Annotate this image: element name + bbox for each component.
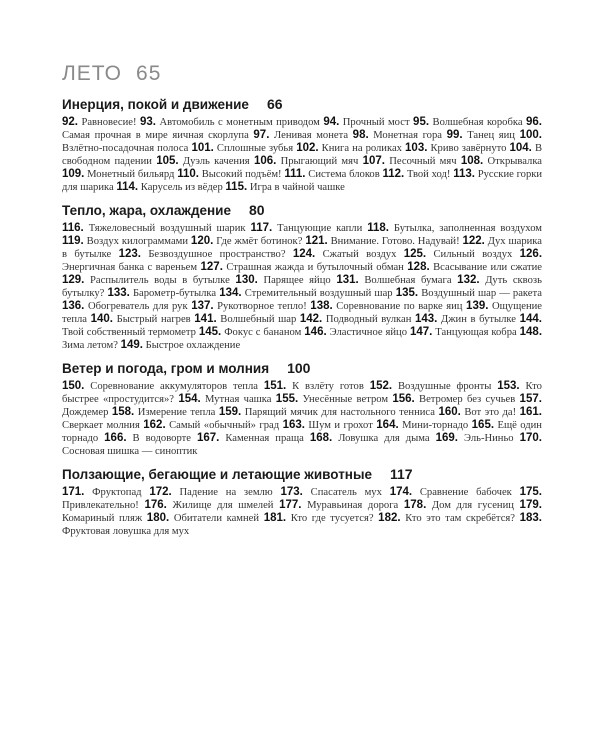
entry-title: Ловушка для дыма <box>338 433 430 444</box>
toc-entry[interactable] <box>62 275 230 286</box>
section-title: Ветер и погода, гром и молния <box>62 361 270 376</box>
entry-title: Комариный пляж <box>62 513 143 524</box>
toc-entry[interactable] <box>436 433 514 444</box>
entry-title: Тяжеловесный воздушный шарик <box>88 223 246 234</box>
entry-number: 183. <box>519 512 542 524</box>
entry-title: Самый «обычный» град <box>169 420 280 431</box>
entry-title: Всасывание или сжатие <box>433 262 543 273</box>
entry-title: Быстрый нагрев <box>116 314 191 325</box>
entry-title: Обогреватель для рук <box>87 301 188 312</box>
entry-number: 138. <box>310 300 333 312</box>
entry-number: 124. <box>292 248 316 260</box>
entry-title: Джин в бутылке <box>441 314 516 325</box>
entry-title: Монетный бильярд <box>87 169 175 180</box>
entry-title: Воздушные фронты <box>397 381 492 392</box>
toc-entry[interactable] <box>404 500 514 511</box>
entry-number: 99. <box>446 129 463 141</box>
toc-entry[interactable] <box>225 182 344 193</box>
toc-entry[interactable] <box>438 407 516 418</box>
entry-title: Спасатель мух <box>310 487 382 498</box>
entry-number: 182. <box>378 512 401 524</box>
entry-title: Русские горки для шарика <box>62 169 543 193</box>
entry-number: 143. <box>415 313 438 325</box>
section-title: Инерция, покой и движение <box>62 97 249 112</box>
entry-number: 156. <box>392 393 415 405</box>
entry-number: 114. <box>116 181 139 193</box>
entry-number: 179. <box>519 499 542 511</box>
entry-number: 152. <box>369 380 393 392</box>
entry-title: Каменная праща <box>225 433 304 444</box>
entry-title: Сильный воздух <box>433 249 513 260</box>
entry-title: Высокий подъём! <box>201 169 282 180</box>
entry-number: 129. <box>62 274 85 286</box>
entry-title: Падение на землю <box>179 487 273 498</box>
toc-entry[interactable] <box>390 487 512 498</box>
toc-entry[interactable] <box>104 433 191 444</box>
toc-entry[interactable] <box>191 301 307 312</box>
entry-title: Фруктовая ловушка для мух <box>62 526 190 537</box>
toc-entry[interactable] <box>140 117 320 128</box>
entry-title: В водоворте <box>132 433 191 444</box>
entry-title: Сплошные зубья <box>216 143 294 154</box>
entry-title: Открывалка <box>487 156 543 167</box>
entry-number: 155. <box>275 393 299 405</box>
entry-number: 128. <box>407 261 430 273</box>
entry-number: 122. <box>462 235 485 247</box>
entry-title: Кто это там скребётся? <box>405 513 515 524</box>
toc-entry[interactable] <box>177 169 281 180</box>
toc-entry[interactable] <box>149 487 272 498</box>
entry-title: Равновесие! <box>81 117 137 128</box>
entry-title: Система блоков <box>308 169 380 180</box>
entry-title: Шум и грохот <box>308 420 373 431</box>
entry-list <box>62 380 542 458</box>
entry-number: 118. <box>367 222 389 234</box>
entry-number: 142. <box>299 313 323 325</box>
toc-entry[interactable] <box>62 236 188 247</box>
entry-title: Дождемер <box>62 407 109 418</box>
entry-number: 165. <box>471 419 495 431</box>
entry-title: Быстрое охлаждение <box>145 340 241 351</box>
entry-title: Вот это да! <box>464 407 517 418</box>
entry-number: 101. <box>191 142 214 154</box>
toc-entry[interactable] <box>336 275 451 286</box>
entry-title: Унесённые ветром <box>302 394 389 405</box>
entry-title: Твой ход! <box>407 169 451 180</box>
entry-number: 162. <box>143 419 166 431</box>
entry-number: 174. <box>389 486 413 498</box>
entry-number: 178. <box>403 499 427 511</box>
entry-title: Танец яиц <box>467 130 515 141</box>
entry-title: Автомобиль с монетным приводом <box>159 117 320 128</box>
entry-title: Сосновая шишка — синоптик <box>62 446 198 457</box>
entry-title: Дом для гусениц <box>431 500 514 511</box>
toc-entry[interactable] <box>147 513 259 524</box>
entry-title: Муравьиная дорога <box>307 500 399 511</box>
toc-entry[interactable] <box>156 156 249 167</box>
toc-entry[interactable] <box>378 513 515 524</box>
toc-entry[interactable] <box>143 420 279 431</box>
toc-section <box>62 96 542 194</box>
toc-entry[interactable] <box>107 288 216 299</box>
entry-title: Зима летом? <box>62 340 118 351</box>
toc-entry[interactable] <box>62 381 258 392</box>
entry-title: Барометр-бутылка <box>132 288 217 299</box>
entry-title: Криво завёрнуто <box>430 143 507 154</box>
toc-entry[interactable] <box>119 249 286 260</box>
entry-number: 125. <box>403 248 427 260</box>
entry-number: 177. <box>279 499 302 511</box>
entry-number: 175. <box>519 486 542 498</box>
entry-title: Безвоздушное пространство? <box>148 249 286 260</box>
toc-entry[interactable] <box>300 314 412 325</box>
entry-title: Мутная чашка <box>205 394 272 405</box>
entry-title: Прыгающий мяч <box>280 156 359 167</box>
toc-section <box>62 202 542 352</box>
entry-number: 134. <box>219 287 242 299</box>
entry-number: 127. <box>200 261 223 273</box>
toc-entry[interactable] <box>396 288 542 299</box>
entry-number: 140. <box>90 313 113 325</box>
entry-number: 170. <box>519 432 542 444</box>
entry-number: 105. <box>156 155 179 167</box>
entry-number: 161. <box>519 406 542 418</box>
entry-title: Привлекательно! <box>62 500 139 511</box>
entry-number: 136. <box>62 300 85 312</box>
entry-number: 158. <box>111 406 135 418</box>
toc-section <box>62 466 542 538</box>
entry-number: 132. <box>457 274 480 286</box>
toc-entry[interactable] <box>62 117 137 128</box>
entry-title: Обитатели камней <box>173 513 260 524</box>
toc-entry[interactable] <box>62 487 142 498</box>
entry-number: 135. <box>395 287 419 299</box>
entry-title: Кто быстрее «простудится»? <box>62 381 542 405</box>
entry-number: 154. <box>178 393 201 405</box>
toc-entry[interactable] <box>254 156 358 167</box>
entry-title: Сверкает молния <box>62 420 140 431</box>
entry-number: 164. <box>376 419 399 431</box>
section-page-number: 66 <box>266 96 283 112</box>
entry-title: Сжатый воздух <box>322 249 397 260</box>
toc-entry[interactable] <box>276 394 388 405</box>
entry-title: Песочный мяч <box>389 156 457 167</box>
entry-list <box>62 116 542 194</box>
toc-entry[interactable] <box>201 262 404 273</box>
entry-title: Сравнение бабочек <box>419 487 512 498</box>
entry-title: Подводный вулкан <box>325 314 412 325</box>
entry-title: Эластичное яйцо <box>329 327 408 338</box>
entry-number: 108. <box>460 155 484 167</box>
toc-entry[interactable] <box>370 381 492 392</box>
section-page-number: 80 <box>249 202 265 218</box>
entry-number: 160. <box>438 406 461 418</box>
toc-entry[interactable] <box>279 500 398 511</box>
section-title: Ползающие, бегающие и летающие животные <box>62 467 372 482</box>
toc-entry[interactable] <box>304 327 407 338</box>
entry-number: 96. <box>525 116 542 128</box>
entry-number: 119. <box>62 235 84 247</box>
section-title: Тепло, жара, охлаждение <box>62 203 231 218</box>
entry-number: 166. <box>104 432 127 444</box>
toc-entry[interactable] <box>121 340 241 351</box>
toc-entry[interactable] <box>281 487 382 498</box>
section-heading <box>62 96 542 112</box>
entry-number: 123. <box>118 248 141 260</box>
entry-title: Рукотворное тепло! <box>217 301 307 312</box>
entry-number: 116. <box>62 222 84 234</box>
entry-number: 106. <box>253 155 277 167</box>
entry-title: Танцующие капли <box>277 223 363 234</box>
entry-number: 117. <box>250 222 273 234</box>
toc-entry[interactable] <box>363 156 457 167</box>
toc-section <box>62 360 542 458</box>
part-heading <box>62 62 542 86</box>
entry-number: 151. <box>263 380 287 392</box>
entry-number: 153. <box>497 380 520 392</box>
toc-entry[interactable] <box>392 394 515 405</box>
entry-title: Где жмёт ботинок? <box>216 236 303 247</box>
entry-title: Мини-торнадо <box>402 420 469 431</box>
toc-entry[interactable] <box>410 327 517 338</box>
entry-title: Парящий мячик для настольного тенниса <box>244 407 435 418</box>
toc-entry[interactable] <box>62 301 188 312</box>
entry-title: Монетная гора <box>373 130 442 141</box>
toc-entry[interactable] <box>293 249 397 260</box>
entry-number: 145. <box>198 326 222 338</box>
entry-title: Ленивая монета <box>274 130 349 141</box>
entry-number: 133. <box>107 287 130 299</box>
entry-number: 95. <box>413 116 430 128</box>
entry-number: 107. <box>362 155 385 167</box>
entry-number: 176. <box>144 499 167 511</box>
entry-title: Дуть сквозь бутылку? <box>62 275 542 299</box>
entry-list <box>62 486 542 538</box>
section-heading <box>62 202 542 218</box>
toc-entry[interactable] <box>219 288 392 299</box>
entry-number: 163. <box>282 419 305 431</box>
entry-title: Бутылка, заполненная воздухом <box>393 223 542 234</box>
entry-number: 120. <box>190 235 214 247</box>
entry-number: 115. <box>225 181 248 193</box>
toc-entry[interactable] <box>413 117 522 128</box>
toc-entry[interactable] <box>323 117 409 128</box>
entry-title: Фокус с бананом <box>224 327 302 338</box>
entry-title: Волшебный шар <box>220 314 297 325</box>
entry-number: 157. <box>519 393 542 405</box>
entry-number: 113. <box>453 168 475 180</box>
entry-title: Танцующая кобра <box>435 327 517 338</box>
entry-number: 167. <box>196 432 220 444</box>
toc-entry[interactable] <box>250 223 362 234</box>
entry-number: 112. <box>382 168 405 180</box>
toc-entry[interactable] <box>407 262 542 273</box>
entry-number: 137. <box>191 300 214 312</box>
toc-entry[interactable] <box>404 249 513 260</box>
entry-number: 173. <box>280 486 303 498</box>
section-page-number: 117 <box>390 466 413 482</box>
toc-entry[interactable] <box>144 500 273 511</box>
toc-entry[interactable] <box>305 236 459 247</box>
toc-entry[interactable] <box>194 314 296 325</box>
entry-number: 93. <box>139 116 156 128</box>
entry-number: 139. <box>466 300 489 312</box>
entry-number: 94. <box>323 116 340 128</box>
entry-title: Внимание. Готово. Надувай! <box>330 236 460 247</box>
toc-entry[interactable] <box>415 314 516 325</box>
toc-entry[interactable] <box>283 420 373 431</box>
entry-title: Волшебная коробка <box>432 117 523 128</box>
toc-entry[interactable] <box>296 143 402 154</box>
entry-title: Ощущение тепла <box>62 301 543 325</box>
entry-number: 159. <box>218 406 242 418</box>
entry-number: 126. <box>519 248 543 260</box>
section-heading <box>62 360 542 376</box>
part-page-number: 65 <box>136 62 162 85</box>
entry-number: 131. <box>336 274 359 286</box>
entry-number: 169. <box>435 432 458 444</box>
entry-title: Жилище для шмелей <box>172 500 274 511</box>
toc-entry[interactable] <box>447 130 515 141</box>
entry-number: 109. <box>62 168 85 180</box>
entry-title: Дуэль качения <box>182 156 250 167</box>
toc-entry[interactable] <box>353 130 442 141</box>
entry-title: Твой собственный термометр <box>62 327 196 338</box>
toc-entry[interactable] <box>191 236 303 247</box>
entry-number: 180. <box>146 512 170 524</box>
entry-title: Прочный мост <box>342 117 410 128</box>
entry-title: В свободном падении <box>62 143 543 167</box>
toc-entry[interactable] <box>461 156 542 167</box>
entry-title: Страшная жажда и бутылочный обман <box>226 262 404 273</box>
entry-title: Воздух килограммами <box>86 236 189 247</box>
entry-title: Взлётно-посадочная полоса <box>62 143 189 154</box>
entry-number: 171. <box>62 486 85 498</box>
entry-title: Ветромер без сучьев <box>419 394 516 405</box>
toc-entry[interactable] <box>264 381 364 392</box>
toc-entry[interactable] <box>112 407 215 418</box>
entry-number: 111. <box>284 168 306 180</box>
toc-entry[interactable] <box>253 130 348 141</box>
toc-entry[interactable] <box>405 143 506 154</box>
toc-entry[interactable] <box>367 223 542 234</box>
entry-number: 110. <box>177 168 199 180</box>
toc-sections <box>62 96 542 538</box>
entry-title: Дух шарика в бутылке <box>62 236 542 260</box>
entry-number: 144. <box>519 313 542 325</box>
entry-number: 146. <box>304 326 327 338</box>
toc-entry[interactable] <box>199 327 301 338</box>
entry-title: Соревнование аккумуляторов тепла <box>90 381 258 392</box>
entry-title: Эль-Ниньо <box>463 433 514 444</box>
entry-list <box>62 222 542 352</box>
entry-title: Парящее яйцо <box>263 275 331 286</box>
entry-number: 104. <box>509 142 532 154</box>
part-title: ЛЕТО <box>62 62 123 85</box>
entry-number: 103. <box>405 142 428 154</box>
entry-number: 141. <box>194 313 217 325</box>
entry-title: Энергичная банка с вареньем <box>62 262 198 273</box>
toc-entry[interactable] <box>219 407 435 418</box>
toc-entry[interactable] <box>264 513 374 524</box>
entry-title: Распылитель воды в бутылке <box>90 275 230 286</box>
entry-title: Волшебная бумага <box>364 275 452 286</box>
entry-number: 147. <box>409 326 433 338</box>
entry-title: Стремительный воздушный шар <box>244 288 393 299</box>
toc-entry[interactable] <box>235 275 330 286</box>
entry-title: Ещё один торнадо <box>62 420 542 444</box>
section-heading <box>62 466 542 482</box>
toc-entry[interactable] <box>383 169 451 180</box>
section-page-number: 100 <box>287 360 311 376</box>
entry-title: Игра в чайной чашке <box>249 182 345 193</box>
toc-entry[interactable] <box>197 433 304 444</box>
entry-title: Фруктопад <box>92 487 142 498</box>
entry-title: Соревнование по варке яиц <box>336 301 463 312</box>
entry-title: Карусель из вёдер <box>140 182 223 193</box>
entry-number: 97. <box>253 129 270 141</box>
entry-title: Измерение тепла <box>137 407 216 418</box>
entry-title: К взлёту готов <box>292 381 364 392</box>
entry-number: 168. <box>309 432 333 444</box>
entry-number: 150. <box>62 380 85 392</box>
entry-number: 130. <box>235 274 258 286</box>
entry-number: 102. <box>296 142 319 154</box>
entry-number: 92. <box>62 116 78 128</box>
toc-entry[interactable] <box>116 182 222 193</box>
entry-title: Кто где тусуется? <box>290 513 374 524</box>
entry-number: 148. <box>519 326 543 338</box>
toc-entry[interactable] <box>191 143 293 154</box>
entry-title: Книга на роликах <box>321 143 402 154</box>
toc-entry[interactable] <box>376 420 468 431</box>
entry-number: 149. <box>120 339 143 351</box>
entry-number: 121. <box>305 235 328 247</box>
toc-entry[interactable] <box>62 223 246 234</box>
entry-title: Самая прочная в мире яичная скорлупа <box>62 130 249 141</box>
entry-number: 181. <box>263 512 287 524</box>
entry-title: Воздушный шар — ракета <box>421 288 542 299</box>
entry-number: 100. <box>519 129 542 141</box>
toc-entry[interactable] <box>62 169 174 180</box>
toc-entry[interactable] <box>284 169 379 180</box>
entry-number: 98. <box>352 129 369 141</box>
toc-entry[interactable] <box>310 301 462 312</box>
toc-entry[interactable] <box>310 433 430 444</box>
toc-entry[interactable] <box>178 394 271 405</box>
entry-number: 172. <box>149 486 172 498</box>
toc-entry[interactable] <box>91 314 191 325</box>
